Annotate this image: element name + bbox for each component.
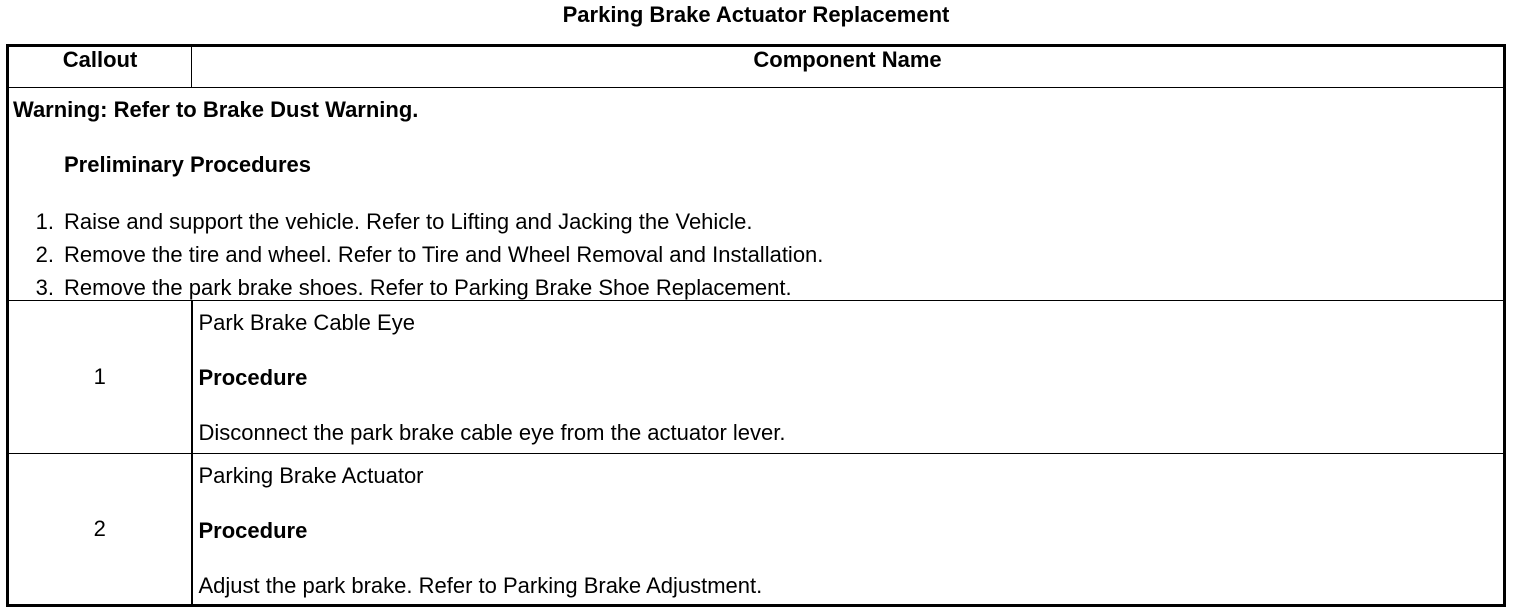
step-number: 3.: [35, 275, 54, 300]
step-text: Remove the park brake shoes. Refer to Parking Brake Shoe Replacement.: [64, 275, 792, 300]
callout-column-header: Callout: [8, 46, 192, 88]
component-cell: [192, 454, 1505, 606]
procedure-text: Disconnect the park brake cable eye from the actuator lever.: [198, 420, 786, 445]
document-title: Parking Brake Actuator Replacement: [562, 2, 950, 27]
preliminary-step: [9, 238, 823, 271]
preliminary-steps-list: [9, 205, 823, 304]
procedure-label: Procedure: [198, 365, 308, 390]
step-text: Remove the tire and wheel. Refer to Tire and Wheel Removal and Installation.: [64, 242, 824, 267]
component-column-header: Component Name: [192, 46, 1505, 88]
table-row: [8, 301, 1505, 454]
step-text: Raise and support the vehicle. Refer to Lifting and Jacking the Vehicle.: [64, 209, 753, 234]
table-row: [8, 454, 1505, 606]
procedure-table: [6, 44, 1506, 607]
preliminary-step: [9, 205, 823, 238]
component-cell: [192, 301, 1505, 454]
component-name: Parking Brake Actuator: [198, 463, 424, 488]
callout-cell: 1: [8, 301, 192, 454]
brake-dust-warning: Warning: Refer to Brake Dust Warning.: [13, 97, 419, 122]
procedure-text: Adjust the park brake. Refer to Parking Brake Adjustment.: [198, 573, 763, 598]
step-number: 2.: [35, 242, 54, 267]
callout-cell: 2: [8, 454, 192, 606]
warning-row: [8, 88, 1505, 301]
step-number: 1.: [35, 209, 54, 234]
component-name: Park Brake Cable Eye: [198, 310, 415, 335]
warning-cell: [8, 88, 1505, 301]
preliminary-step: [9, 271, 823, 304]
table-header-row: [8, 46, 1505, 88]
procedure-label: Procedure: [198, 518, 308, 543]
preliminary-procedures-heading: Preliminary Procedures: [64, 152, 312, 177]
